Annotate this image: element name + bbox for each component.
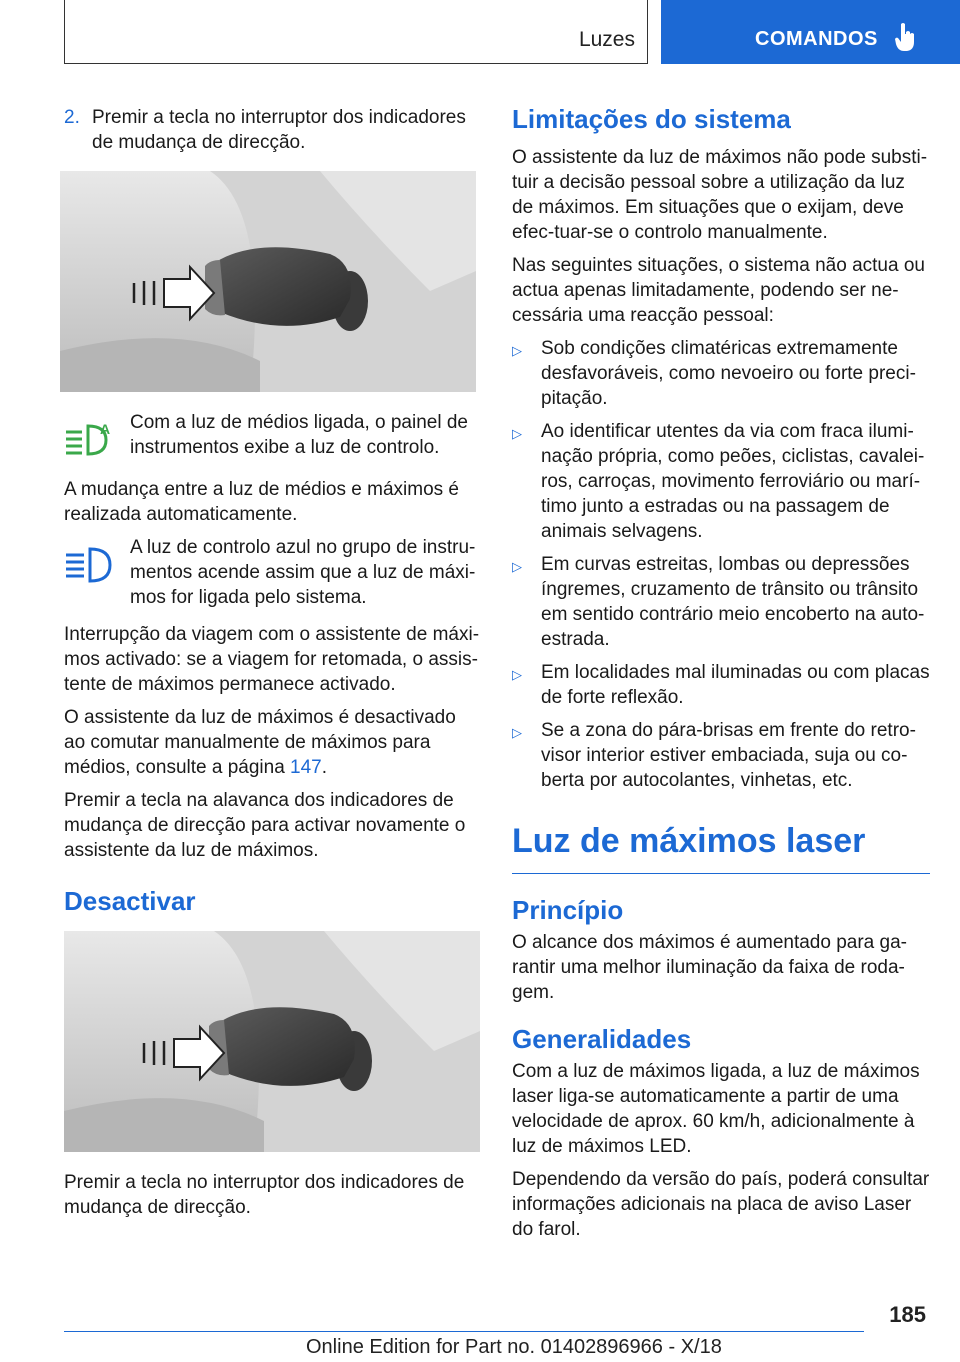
heading-deactivate: Desactivar (64, 886, 196, 916)
pointing-hand-icon (895, 22, 917, 57)
bullet-triangle-icon: ▷ (512, 725, 522, 740)
list-item: ▷ Se a zona do pára-brisas em frente do retro‐visor interior estiver embaciada, suja ou co‐berta por autocolantes, vinhetas, etc. (512, 720, 916, 791)
chapter-title: COMANDOS (755, 28, 878, 50)
footer-rule (64, 1331, 864, 1332)
heading-system-limits: Limitações do sistema (512, 104, 791, 134)
paragraph-auto-switch: A mudança entre a luz de médios e máximos é realizada automaticamente. (64, 479, 459, 525)
photo-caption: Premir a tecla no interruptor dos indicadores de mudança de direcção. (64, 1172, 465, 1218)
turn-signal-stalk-photo (60, 171, 476, 392)
page-link-147[interactable]: 147 (290, 757, 322, 778)
heading-principle: Princípio (512, 895, 624, 925)
paragraph-interruption: Interrupção da viagem com o assistente de máxi‐mos activado: se a viagem for retomada, o assis‐tente de máximos permanece activado. (64, 624, 480, 695)
paragraph-reactivate: Premir a tecla na alavanca dos indicadores de mudança de direcção para activar novamente o assistente da luz de máximos. (64, 790, 466, 861)
heading-laser-high-beam: Luz de máximos laser (512, 822, 866, 860)
high-beam-assistant-green-icon (64, 410, 130, 465)
list-item: ▷ Ao identificar utentes da via com fraca ilumi‐nação própria, como peões, ciclistas, cavalei‐ros, carroças, movimento ferroviário ou marí‐timo junto a estradas ou na passagem de animais selvagens. (512, 421, 925, 542)
paragraph-principle: O alcance dos máximos é aumentado para ga‐rantir uma melhor iluminação da faixa de roda‐gem. (512, 932, 907, 1003)
section-title: Luzes (578, 28, 635, 51)
bullet-triangle-icon: ▷ (512, 343, 522, 358)
paragraph-manual-deactivation: O assistente da luz de máximos é desactivado ao comutar manualmente de máximos para médios, consulte a página 147. (64, 707, 456, 778)
indicator-note-2-text: A luz de controlo azul no grupo de instru‐mentos acende assim que a luz de máxi‐mos for ligada pelo sistema. (130, 537, 476, 608)
paragraph-limits-2: Nas seguintes situações, o sistema não actua ou actua apenas limitadamente, podendo ser ne‐cessária uma reacção pessoal: (512, 255, 925, 326)
paragraph-general-2: Dependendo da versão do país, poderá consultar informações adicionais na placa de aviso Laser do farol. (512, 1169, 930, 1240)
turn-signal-stalk-photo-2 (64, 931, 480, 1152)
list-item: ▷ Sob condições climatéricas extremamente desfavoráveis, como nevoeiro ou forte preci‐pitação. (512, 338, 916, 409)
svg-text:A: A (100, 421, 111, 437)
step-text: Premir a tecla no interruptor dos indicadores de mudança de direcção. (92, 107, 466, 153)
chapter-tab (661, 0, 960, 64)
list-item: ▷ Em curvas estreitas, lombas ou depressões íngremes, cruzamento de trânsito ou trânsito em sentido contrário meio encoberto na auto-estrada. (512, 554, 925, 650)
limits-list (512, 336, 930, 793)
edition-note: Online Edition for Part no. 01402896966 - X/18 (306, 1336, 722, 1358)
bullet-triangle-icon: ▷ (512, 559, 522, 574)
bullet-triangle-icon: ▷ (512, 426, 522, 441)
right-column (512, 103, 930, 1250)
indicator-note-1-text: Com a luz de médios ligada, o painel de instrumentos exibe a luz de controlo. (130, 412, 468, 458)
bullet-triangle-icon: ▷ (512, 667, 522, 682)
indicator-note-2 (64, 535, 480, 610)
paragraph-general-1: Com a luz de máximos ligada, a luz de máximos laser liga-se automaticamente a partir de uma velocidade de aprox. 60 km/h, adicionalmente à luz de máximos LED. (512, 1061, 920, 1157)
page-number: 185 (889, 1302, 926, 1327)
header-section-box (64, 0, 648, 64)
list-item: ▷ Em localidades mal iluminadas ou com placas de forte reflexão. (512, 662, 930, 708)
heading-rule (512, 873, 930, 874)
step-number: 2. (64, 107, 80, 128)
left-column (64, 105, 480, 1228)
step-2 (64, 105, 480, 155)
high-beam-blue-icon (64, 535, 130, 590)
paragraph-limits-1: O assistente da luz de máximos não pode substi‐tuir a decisão pessoal sobre a utilização da luz de máximos. Em situações que o exijam, deve efec‐tuar-se o controlo manualmente. (512, 147, 928, 243)
heading-general: Generalidades (512, 1024, 692, 1054)
indicator-note-1 (64, 410, 480, 465)
